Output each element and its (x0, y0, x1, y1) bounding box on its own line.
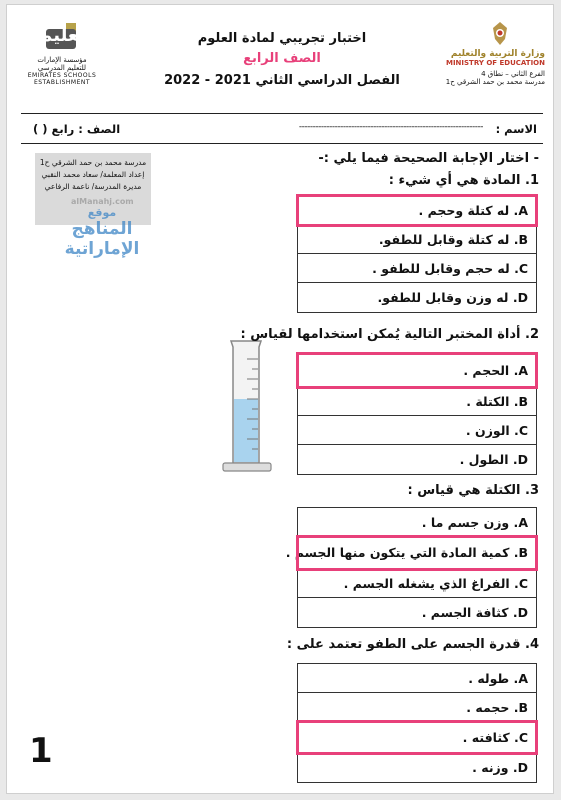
question-2-number: 2. (525, 327, 539, 342)
question-1 (389, 173, 539, 188)
watermark-url: alManahj.com (71, 197, 134, 206)
question-3-text: الكتلة هي قياس : (407, 483, 521, 498)
q2-option-b[interactable]: B. الكتلة . (298, 387, 536, 416)
ministry-en: MINISTRY OF EDUCATION (445, 59, 545, 67)
ministry-block (427, 19, 545, 86)
question-4 (287, 637, 539, 652)
watermark-small: موقع (87, 206, 117, 219)
q1-option-d[interactable]: D. له وزن وقابل للطفو. (377, 290, 528, 305)
q3-option-d[interactable]: D. كثافة الجسم . (421, 605, 528, 620)
branch-label: الفرع الثاني – نطاق 4 (481, 70, 545, 78)
student-name-bar (21, 117, 543, 143)
logo-en-line1: EMIRATES SCHOOLS (27, 72, 97, 79)
question-1-number: 1. (525, 173, 539, 188)
graduated-cylinder-illustration (219, 337, 275, 477)
question-2-text: أداة المختبر التالية يُمكن استخدامها لقياس : (240, 327, 521, 342)
question-4-text: قدرة الجسم على الطفو تعتمد على : (286, 637, 521, 652)
instruction-text: - اختار الإجابة الصحيحة فيما يلي :- (318, 151, 539, 166)
question-3-options (285, 507, 537, 628)
q2-option-d[interactable]: D. الطول . (459, 452, 528, 467)
q2-option-c[interactable]: C. الوزن . (298, 416, 536, 445)
question-1-text: المادة هي أي شيء : (388, 173, 521, 188)
exam-title: اختبار تجريبي لمادة العلوم (197, 31, 367, 46)
q3-option-c[interactable]: C. الفراغ الذي يشغله الجسم . (298, 569, 536, 598)
class-label: الصف : رابع ( ) (33, 122, 121, 136)
watermark-site: المناهج الإماراتية (64, 219, 140, 259)
term-title: الفصل الدراسي الثاني 2021 - 2022 (164, 73, 400, 88)
ministry-ar: وزارة التربية والتعليم (450, 49, 545, 59)
namebar-divider (21, 143, 543, 144)
q3-option-a[interactable]: A. وزن جسم ما . (298, 508, 536, 537)
uae-emblem-icon (485, 19, 515, 49)
stamp-line2: إعداد المعلمة/ سعاد محمد النقبي (41, 170, 145, 179)
q1-option-a[interactable]: A. له كتلة وحجم . (298, 196, 536, 225)
q1-option-c[interactable]: C. له حجم وقابل للطفو . (298, 254, 536, 283)
q3-option-b[interactable]: B. كمية المادة التي يتكون منها الجسم . (298, 537, 536, 569)
grade-title: الصف الرابع (243, 51, 321, 66)
logo-ar-name: تعليم (39, 25, 85, 46)
question-3-number: 3. (525, 483, 539, 498)
question-1-options (297, 195, 537, 313)
logo-en-line2: ESTABLISHMENT (33, 79, 91, 86)
q4-option-c[interactable]: C. كثافته . (298, 722, 536, 753)
q4-option-d[interactable]: D. وزنه . (472, 760, 528, 775)
stamp-line3: مديرة المدرسة/ ناعمة الرفاعي (44, 182, 142, 191)
question-2 (241, 327, 539, 342)
watermark (37, 197, 167, 259)
question-2-options (297, 353, 537, 475)
exam-page (6, 4, 554, 794)
q1-option-b[interactable]: B. له كتلة وقابل للطفو. (298, 225, 536, 254)
q4-option-b[interactable]: B. حجمه . (298, 693, 536, 722)
name-dashes: ------------------------------------------------------------------- (298, 122, 483, 132)
emirates-schools-logo (21, 21, 103, 101)
question-4-number: 4. (525, 637, 539, 652)
logo-ar-line1: مؤسسة الإمارات (37, 56, 87, 64)
stamp-line1: مدرسة محمد بن حمد الشرقي ح1 (39, 158, 147, 167)
school-label: مدرسة محمد بن حمد الشرقي ح1 (445, 78, 545, 86)
question-3 (407, 483, 539, 498)
q2-option-a[interactable]: A. الحجم . (298, 354, 536, 387)
question-4-options (297, 663, 537, 783)
page-number: 1 (29, 731, 53, 771)
q4-option-a[interactable]: A. طوله . (298, 664, 536, 693)
header-divider (21, 113, 543, 114)
logo-ar-line2: للتعليم المدرسي (37, 64, 87, 72)
name-label: الاسم : (495, 122, 537, 136)
